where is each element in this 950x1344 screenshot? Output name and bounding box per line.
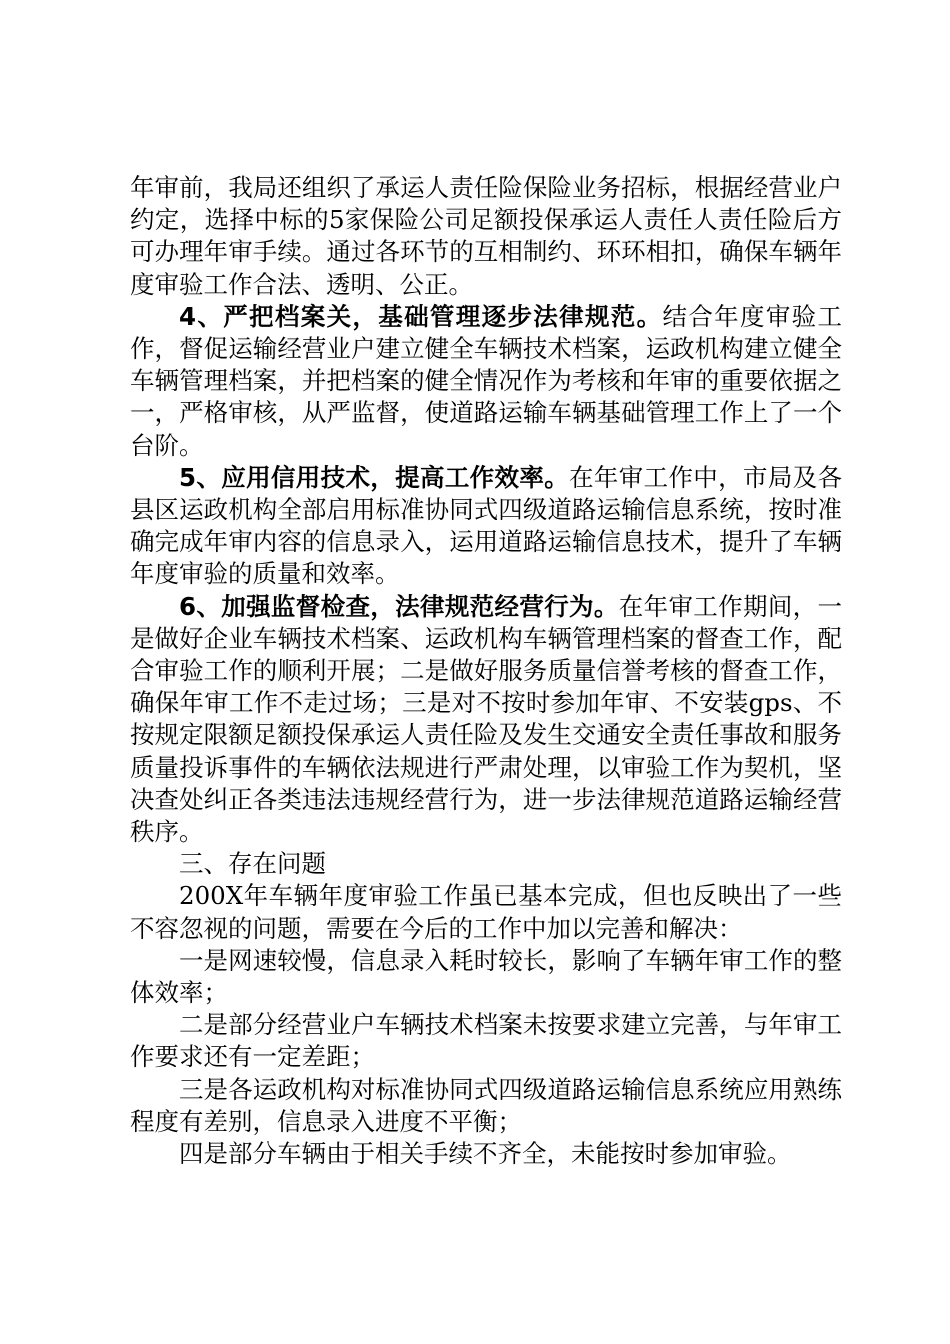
paragraph-item-5 — [130, 462, 842, 591]
item-5-body: 在年审工作中，市局及各县区运政机构全部启用标准协同式四级道路运输信息系统，按时准确完成年审内容的信息录入，运用道路运输信息技术，提升了车辆年度审验的质量和效率。 — [130, 462, 843, 589]
item-4-body: 结合年度审验工作，督促运输经营业户建立健全车辆技术档案，运政机构建立健全车辆管理档案，并把档案的健全情况作为考核和年审的重要依据之一，严格审核，从严监督，使道路运输车辆基础管理工作上了一个台阶。 — [130, 301, 843, 460]
paragraph-continuation: 年审前，我局还组织了承运人责任险保险业务招标，根据经营业户约定，选择中标的5家保险公司足额投保承运人责任人责任险后方可办理年审手续。通过各环节的互相制约、环环相扣，确保车辆年度审验工作合法、透明、公正。 — [130, 173, 842, 299]
item-5-lead: 5、应用信用技术，提高工作效率。 — [179, 462, 570, 492]
item-4-lead: 4、严把档案关，基础管理逐步法律规范。 — [179, 301, 663, 331]
section-3-heading: 三、存在问题 — [179, 849, 326, 879]
problem-item: 二是部分经营业户车辆技术档案未按要求建立完善，与年审工作要求还有一定差距； — [130, 1010, 842, 1072]
paragraph-item-6 — [130, 591, 842, 849]
document-body — [130, 172, 842, 1170]
item-6-lead: 6、加强监督检查，法律规范经营行为。 — [179, 591, 619, 621]
paragraph-item-4 — [130, 301, 842, 462]
problem-item: 三是各运政机构对标准协同式四级道路运输信息系统应用熟练程度有差别，信息录入进度不平衡； — [130, 1074, 842, 1136]
item-6-body: 在年审工作期间，一是做好企业车辆技术档案、运政机构车辆管理档案的督查工作，配合审验工作的顺利开展；二是做好服务质量信誉考核的督查工作，确保年审工作不走过场；三是对不按时参加年审、不安装gps、不按规定限额足额投保承运人责任险及发生交通安全责任事故和服务质量投诉事件的车辆依法规进行严肃处理，以审验工作为契机，坚决查处纠正各类违法违规经营行为，进一步法律规范道路运输经营秩序。 — [130, 591, 843, 847]
problem-item: 一是网速较慢，信息录入耗时较长，影响了车辆年审工作的整体效率； — [130, 945, 842, 1008]
section-3-intro: 200X年车辆年度审验工作虽已基本完成，但也反映出了一些不容忽视的问题，需要在今后的工作中加以完善和解决： — [130, 881, 842, 943]
problem-item: 四是部分车辆由于相关手续不齐全，未能按时参加审验。 — [179, 1139, 792, 1169]
